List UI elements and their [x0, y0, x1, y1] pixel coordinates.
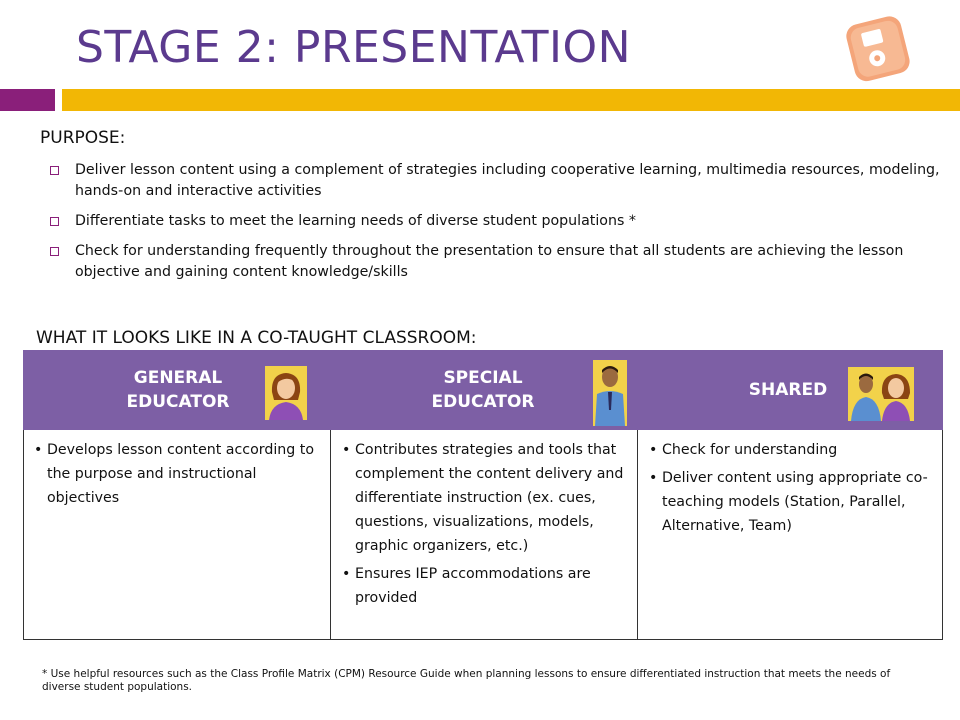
square-bullet-icon — [50, 166, 59, 175]
list-item: • Develops lesson content according to the purpose and instructional objectives — [34, 442, 315, 506]
accent-bar-magenta — [0, 89, 55, 111]
list-item: • Contributes strategies and tools that complement the content delivery and differentiate instruction (ex. cues, questions, visualizations, models, graphic organizers, etc.) — [342, 442, 624, 554]
media-player-icon — [838, 14, 916, 84]
accent-bar-gold — [62, 89, 960, 111]
header-special-educator: SPECIAL EDUCATOR — [331, 350, 637, 430]
list-item: • Check for understanding — [649, 442, 838, 458]
purpose-item: Differentiate tasks to meet the learning needs of diverse student populations * — [50, 211, 940, 232]
column-divider — [637, 430, 638, 640]
header-general-educator: GENERAL EDUCATOR — [23, 350, 330, 430]
list-item: • Ensures IEP accommodations are provided — [342, 566, 591, 606]
footnote: * Use helpful resources such as the Class Profile Matrix (CPM) Resource Guide when planning lessons to ensure differentiated instruction that meets the needs of diverse student populations. — [42, 668, 891, 693]
purpose-item: Check for understanding frequently throughout the presentation to ensure that all students are achieving the lesson objective and gaining content knowledge/skills — [50, 241, 940, 283]
purpose-item: Deliver lesson content using a complement of strategies including cooperative learning, multimedia resources, modeling, hands-on and interactive activities — [50, 160, 940, 202]
purpose-list — [50, 160, 940, 292]
shared-cell — [646, 438, 936, 542]
special-educator-cell — [339, 438, 624, 614]
female-teacher-icon — [265, 366, 307, 420]
co-taught-heading: WHAT IT LOOKS LIKE IN A CO-TAUGHT CLASSROOM: — [36, 328, 477, 348]
square-bullet-icon — [50, 217, 59, 226]
co-teaching-table — [23, 350, 943, 640]
co-teachers-icon — [848, 367, 914, 421]
purpose-heading: PURPOSE: — [40, 128, 126, 148]
general-educator-cell — [31, 438, 323, 514]
page-title: STAGE 2: PRESENTATION — [76, 22, 631, 73]
column-divider — [330, 430, 331, 640]
table-header-row — [23, 350, 943, 430]
header-shared: SHARED — [638, 350, 943, 430]
male-teacher-icon — [593, 360, 627, 426]
square-bullet-icon — [50, 247, 59, 256]
list-item: • Deliver content using appropriate co-teaching models (Station, Parallel, Alternative, Team) — [649, 470, 928, 534]
